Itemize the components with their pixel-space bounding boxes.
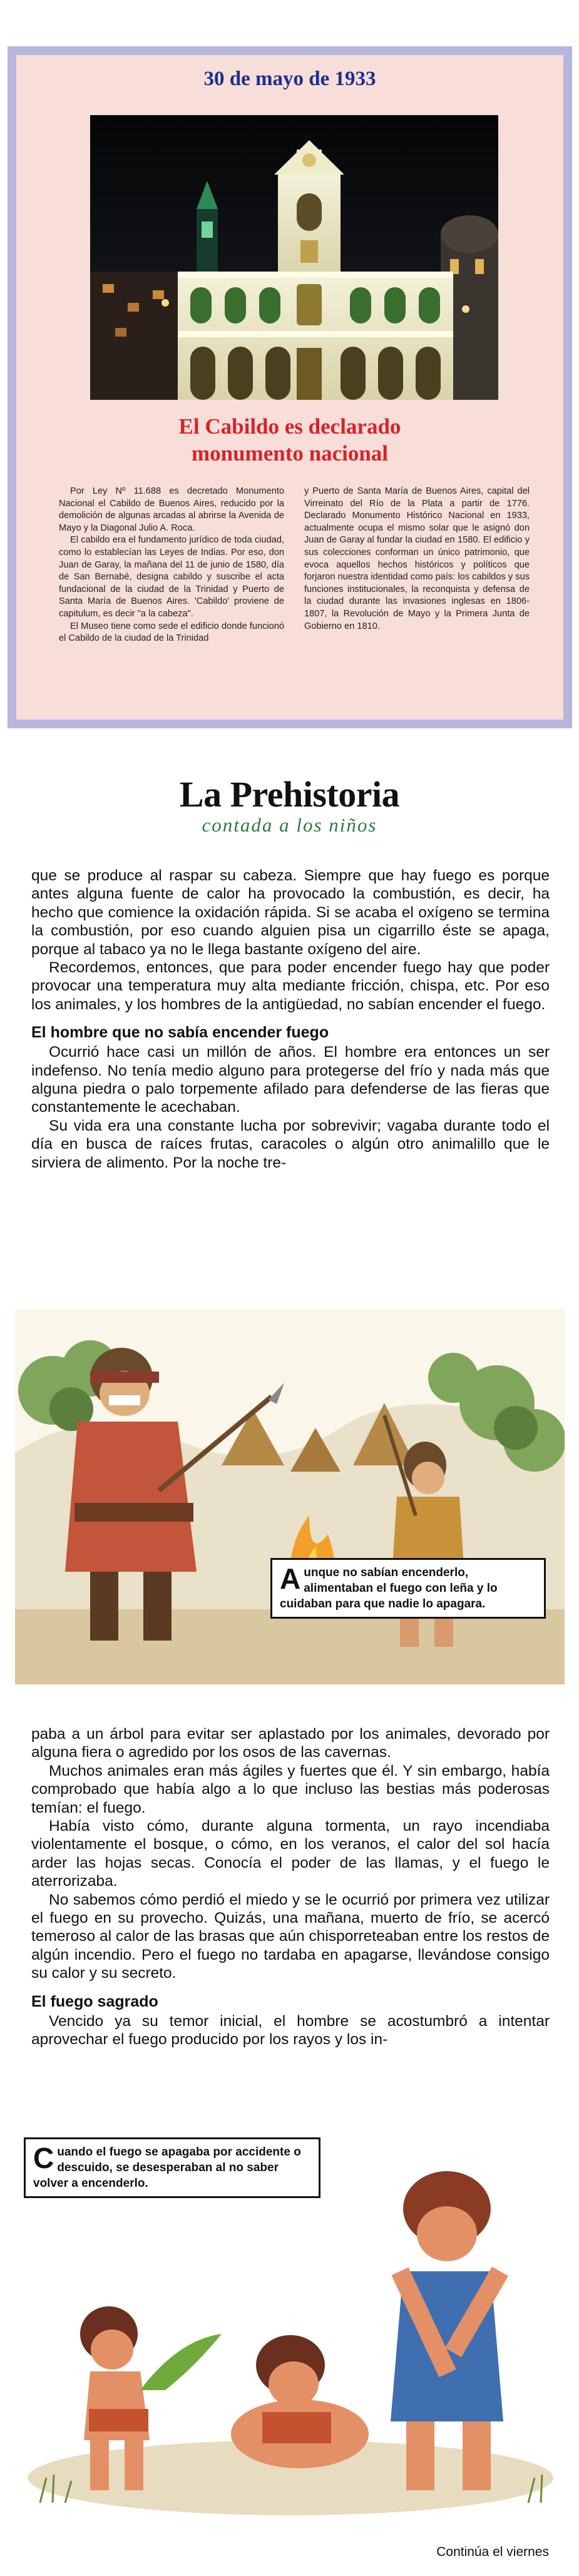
efemeride-paragraph: Por Ley Nº 11.688 es decretado Monumento Nacional el Cabildo de Buenos Aires, reducido por la demolición de algunas arcadas al abrirse la Avenida de Mayo y la Diagonal Julio A. Roca.: [59, 486, 284, 533]
efemeride-column-right: [304, 486, 530, 645]
efemeride-title-line1: El Cabildo es declarado: [178, 414, 401, 439]
efemeride-column-left: [59, 486, 284, 645]
efemeride-frame: [8, 46, 572, 728]
section-title: La Prehistoria: [179, 774, 400, 815]
cabildo-night-photo: [90, 115, 498, 400]
article-paragraph: Su vida era una constante lucha por sobrevivir; vagaba durante todo el día en busca de raíces frutas, caracoles o algún otro animalillo que le sirviera de alimento. Por la noche tre-: [31, 1117, 550, 1171]
article-paragraph: Ocurrió hace casi un millón de años. El hombre era entonces un ser indefenso. No tenía medio alguno para protegerse del frío y nada más que alguna piedra o palo torpemente afilado para defenderse de las fieras que constantemente le acechaban.: [31, 1044, 550, 1116]
section-header: [0, 775, 579, 836]
caption-text: uando el fuego se apagaba por accidente o descuido, se desesperaban al no saber volver a encenderlo.: [33, 2146, 301, 2190]
efemeride-date: 30 de mayo de 1933: [203, 68, 376, 90]
section-subtitle: contada a los niños: [202, 814, 377, 836]
article-text-block: [31, 867, 550, 1172]
illustration-caption: [270, 1558, 546, 1619]
efemeride-columns: [59, 486, 530, 645]
caption-text: unque no sabían encenderlo, alimentaban el fuego con leña y lo cuidaban para que nadie lo apagara.: [280, 1566, 498, 1611]
efemeride-title: [16, 413, 563, 467]
caption-dropcap: A: [280, 1562, 301, 1595]
article-paragraph: Había visto cómo, durante alguna tormenta, un rayo incendiaba violentamente el bosque, o cómo, en los veranos, el calor del sol hacía arder las hojas secas. Conocía el poder de las llamas, y el fuego le aterrorizaba.: [31, 1818, 550, 1890]
article-text-block: [31, 1725, 550, 2049]
efemeride-panel: [16, 55, 563, 720]
efemeride-title-line2: monumento nacional: [191, 441, 389, 466]
article-heading: El fuego sagrado: [31, 1992, 158, 2010]
cavemen-fire-illustration: [15, 1309, 565, 1684]
article-paragraph: Muchos animales eran más ágiles y fuertes que él. Y sin embargo, había comprobado que había algo a lo que incluso las bestias más poderosas temían: el fuego.: [31, 1762, 550, 1816]
efemeride-paragraph: El cabildo era el fundamento jurídico de toda ciudad, como lo establecían las Leyes de Indias. Por eso, don Juan de Garay, la mañana del 11 de junio de 1580, día de San Bernabé, designa cabildo y suscribe el acta fundacional de la ciudad de la Trinidad y Puerto de Santa María de Buenos Aires. 'Cabildo' proviene de capitulum, es decir "a la cabeza".: [59, 535, 284, 619]
article-heading: El hombre que no sabía encender fuego: [31, 1024, 329, 1042]
efemeride-paragraph: y Puerto de Santa María de Buenos Aires, capital del Virreinato del Río de la Plata a partir de 1776. Declarado Monumento Histórico Nacional en 1933, actualmente ocupa el mismo solar que le asignó don Juan de Garay al fundar la ciudad en 1580. El edificio y sus colecciones conforman un único patrimonio, que evoca aquellos hechos históricos y políticos que forjaron nuestra identidad como país: los cabildos y sus funciones institucionales, la reconquista y defensa de la ciudad durante las invasiones inglesas en 1806-1807, la Revolución de Mayo y la Primera Junta de Gobierno en 1810.: [304, 486, 530, 631]
article-paragraph: que se produce al raspar su cabeza. Siempre que hay fuego es porque antes alguna fuente de calor ha provocado la combustión, es decir, ha hecho que comience la oxidación rápida. Si se acaba el oxígeno se termina la combustión, por eso cuando alguien pisa un cigarrillo éste se apaga, porque al tabaco ya no le llega bastante oxígeno del aire.: [31, 867, 550, 958]
article-paragraph: Recordemos, entonces, que para poder encender fuego hay que poder provocar una temperatura muy alta mediante fricción, chispa, etc. Por eso los animales, y los hombres de la antigüedad, no sabían encender el fuego.: [31, 959, 550, 1013]
continue-note: Continúa el viernes: [436, 2545, 549, 2559]
cavemen-lost-fire-illustration: [15, 2127, 565, 2528]
illustration-caption: [24, 2137, 320, 2198]
article-paragraph: paba a un árbol para evitar ser aplastado por los animales, devorado por alguna fiera o agredido por los osos de las cavernas.: [31, 1726, 550, 1761]
efemeride-paragraph: El Museo tiene como sede el edificio donde funcionó el Cabildo de la ciudad de la Trinidad: [59, 621, 284, 644]
article-paragraph: Vencido ya su temor inicial, el hombre se acostumbró a intentar aprovechar el fuego producido por los rayos y los in-: [31, 2012, 550, 2049]
caption-dropcap: C: [33, 2142, 54, 2174]
article-paragraph: No sabemos cómo perdió el miedo y se le ocurrió por primera vez utilizar el fuego en su provecho. Quizás, una mañana, muerto de frío, se acercó temeroso al calor de las brasas que aún chisporreteaban entre los restos de algún incendio. Pero el fuego no tardaba en apagarse, llevándose consigo su calor y su secreto.: [31, 1891, 550, 1982]
